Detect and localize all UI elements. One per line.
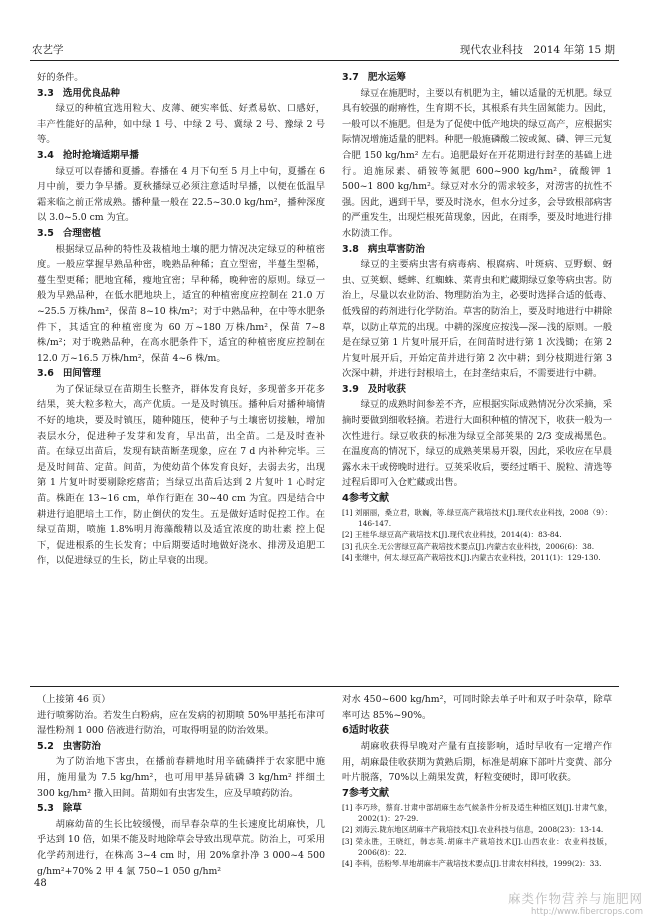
upper-left-column [37,70,325,569]
section-heading [342,723,612,739]
section-title: 除草 [62,803,82,815]
section-number: 4 [342,493,349,505]
reference-item: [4] 李科，岳粉琴.旱地胡麻丰产栽培技术要点[J].甘肃农村科技，1999(2)：33. [342,858,602,868]
reference-item: [4] 张继中，何太.绿豆高产栽培技术[J].内蒙古农业科技，2011(1)：129-130. [342,552,601,562]
header-rule [30,60,619,61]
body-paragraph: 为了防治地下害虫，在播前春耕地时用辛硫磷拌于农家肥中施用，施用量为 7.5 kg/hm²，也可用甲基异硫磷 3 kg/hm² 拌细土 300 kg/hm² 撒入田间。苗期如有虫害发生，应及早喷药防治。 [37,756,325,799]
section-heading [37,86,325,102]
section-number: 3.5 [37,227,54,239]
page-number: 48 [34,878,47,889]
section-heading [37,366,325,382]
article-divider [30,686,619,687]
body-paragraph: 绿豆可以春播和夏播。春播在 4 月下旬至 5 月上中旬，夏播在 6 月中前，要力争早播。夏秋播绿豆必须注意适时早播，以便在低温早霜来临之前正常成熟。播种量一般在 22.5~30.0 kg/hm²，播种深度以 3.0~5.0 cm 为宜。 [37,165,325,224]
section-number: 5.2 [37,740,54,752]
section-number: 3.6 [37,368,54,380]
section-heading [342,491,612,507]
header-section-label: 农艺学 [32,44,64,56]
section-title: 合理密植 [62,227,101,239]
section-number: 7 [342,787,349,799]
section-number: 3.8 [342,243,359,255]
section-title: 肥水运筹 [367,72,406,83]
body-paragraph: 根据绿豆品种的特性及栽植地土壤的肥力情况决定绿豆的种植密度。一般应掌握早熟品种密，晚熟品种稀；直立型密，半蔓生型稀，蔓生型更稀；肥地宜稀，瘦地宜密；早种稀，晚种密的原则。绿豆一般为早熟品种，在低水肥地块上，适宜的种植密度应控制在 21.0 万~25.5 万株/hm²，保苗 8~10 株/m²；对于中熟品种，在中等水肥条件下，其适宜的种植密度为 60 万~180 万株/hm²，保苗 7~8 株/m²；对于晚熟品种，在高水肥条件下，适宜的种植密度应控制在 12.0 万~16.5 万株/hm²，保苗 4~6 株/m。 [37,243,325,364]
upper-right-column [342,70,612,563]
reference-list [342,802,612,869]
body-paragraph: 绿豆的成熟时间参差不齐，应根据实际成熟情况分次采摘，采摘时要做到细收轻摘。若进行大面积种植的情况下，收获一般为一次性进行。绿豆收获的标准为绿豆全部荚果的 2/3 变成褐黑色。在温度高的情况下，绿豆的成熟荚果易开裂，因此，采收应在早晨露水未干或傍晚时进行。豆荚采收后，要经过晒干、脱粒、清选等过程后即可入仓贮藏或出售。 [342,399,612,489]
body-paragraph: （上接第 46 页） [37,694,111,705]
watermark-title: 麻类作物营养与施肥网 [507,891,643,906]
section-title: 虫害防治 [62,740,101,752]
reference-item: [3] 荣永胜，王晓红，韩志英.胡麻丰产栽培技术[J].山西农业：农业科技版，2006(8)：22. [342,836,612,857]
section-number: 3.3 [37,87,54,99]
section-number: 3.7 [342,72,359,83]
reference-item: [1] 刘丽丽，桑立君，耿巍，等.绿豆高产栽培技术[J].现代农业科技，2008（9）：146-147. [342,508,612,529]
body-paragraph: 胡麻收获得早晚对产量有直接影响，适时早收有一定增产作用，胡麻最佳收获期为黄熟后期，标准是胡麻下部叶片变黄、部分叶片脱落，70%以上蒴果发黄，籽粒变硬时，即可收获。 [342,741,612,784]
section-title: 抢时抢墒适期早播 [62,149,139,161]
lower-left-column [37,692,325,879]
reference-item: [1] 李巧珍，蔡育.甘肃中部胡麻生态气候条件分析及适生种植区划[J].甘肃气象，2002(1)：27-29. [342,802,612,824]
section-number: 6 [342,725,349,737]
section-title: 及时收获 [367,383,406,395]
section-title: 参考文献 [348,493,389,505]
section-title: 选用优良品种 [62,87,120,99]
header-journal-issue: 现代农业科技 2014 年第 15 期 [459,44,615,56]
section-heading [37,226,325,242]
section-title: 病虫草害防治 [367,243,425,255]
section-heading [37,801,325,817]
body-paragraph: 进行喷雾防治。若发生白粉病，应在发病的初期喷 50%甲基托布津可湿性粉剂 1 000 倍液进行防治，可取得明显的防治效果。 [37,709,325,737]
lower-right-column [342,692,612,869]
section-heading [342,382,612,398]
section-number: 5.3 [37,803,54,815]
section-title: 田间管理 [62,368,101,380]
site-watermark [508,889,643,917]
body-paragraph: 绿豆的主要病虫害有病毒病、根腐病、叶斑病、豆野螟、蚜虫、豆荚螟、蟋蟀、红蜘蛛、菜青虫和贮藏期绿豆象等病虫害。防治上，尽量以农业防治、物理防治为主，必要时选择合适的低毒、低残留的药剂进行化学防治。草害的防治上，要及时地进行中耕除草，以防止草荒的出现。中耕的深度应按浅—深—浅的原则。一般是在绿豆第 1 片复叶展开后，在间苗时进行第 1 次浅锄；在第 2 片复叶展开后，开始定苗并进行第 2 次中耕；到分枝期进行第 3 次深中耕，并进行封根培土，在封垄结束后，不需要进行中耕。 [342,259,612,380]
reference-item: [2] 王桂华.绿豆高产栽培技术[J].现代农业科技，2014(4)：83-84. [342,530,562,540]
reference-list [342,507,612,563]
section-number: 3.4 [37,149,54,161]
body-paragraph: 绿豆的种植宜选用粒大、皮薄、硬实率低、好煮易软、口感好，丰产性能好的品种，如中绿 1 号、中绿 2 号、冀绿 2 号、豫绿 2 号等。 [37,103,325,146]
section-heading [342,70,612,86]
section-heading [342,242,612,258]
running-header [30,42,619,58]
section-number: 3.9 [342,383,359,395]
reference-item: [2] 刘海云.陇东地区胡麻丰产栽培技术[J].农业科技与信息，2008(23)：13-14. [342,825,604,835]
section-heading [342,786,612,802]
body-paragraph: 绿豆在施肥时，主要以有机肥为主，辅以适量的无机肥。绿豆具有较强的耐瘠性，生育期不长，其根系有共生固氮能力。因此，一般可以不施肥。但是为了促使中低产地块的绿豆高产，应根据实际情况增施适量的肥料。种肥一般施磷酸二铵或氮、磷、钾三元复合肥 150 kg/hm² 左右。追肥最好在开花期进行封垄的基础上进行。追施尿素、硝铵等氮肥 600~900 kg/hm²，硫酸钾 1 500~1 800 kg/hm²。绿豆对水分的需求较多，对涝害的抗性不强。因此，遇到干旱，要及时浇水，但水分过多，会导致根部病害的严重发生，出现烂根死苗现象，因此，在雨季，要及时地进行排水防渍工作。 [342,87,612,239]
body-paragraph: 胡麻幼苗的生长比较缓慢，而早春杂草的生长速度比胡麻快，几乎达到 10 倍，如果不能及时地除草会导致出现草荒。防治上，可采用化学药剂进行，在株高 3~4 cm 时，用 20%拿扑净 3 000~4 500 g/hm²+70% 2 甲 4 氯 750~1 050 g/hm² [37,818,325,877]
section-heading [37,148,325,164]
body-paragraph: 为了保证绿豆在苗期生长整齐，群体发育良好，多现蕾多开花多结果，荚大粒多粒大，高产优质。一是及时镇压。播种后对播种墒情不好的地块，要及时镇压，随种随压，使种子与土壤密切接触，增加表层水分，促进种子发芽和发育，早出苗，出全苗。二是及时查补苗。在绿豆出苗后，发现有缺苗断垄现象，应在 7 d 内补种完毕。三是及时间苗、定苗。间苗，为使幼苗个体发育良好，去弱去劣，出现第 1 片复叶时要剔除疙瘩苗；当绿豆出苗后达到 2 片复叶 1 心时定苗。株距在 13~16 cm，单作行距在 30~40 cm 为宜。四是结合中耕进行追肥培土工作，防止倒伏的发生。五是做好适时促控工作。在绿豆苗期，喷施 1.8%明月海藻酸精以及适宜浓度的助壮素 控上促下，促进根系的生长发育；中后期要适时地做好浇水、排涝及追肥工作，以促进绿豆的生长，防止早衰的出现。 [37,383,325,567]
watermark-url: http://www.fibercrops.com [531,907,643,917]
reference-item: [3] 孔庆全.无公害绿豆高产栽培技术要点[J].内蒙古农业科技，2006(6)：38. [342,541,595,551]
body-paragraph: 对水 450~600 kg/hm²，可同时除去单子叶和双子叶杂草，除草率可达 85%~90%。 [342,694,612,721]
section-heading [37,739,325,755]
section-title: 适时收获 [348,725,389,737]
section-title: 参考文献 [348,787,389,799]
body-paragraph: 好的条件。 [37,72,84,83]
